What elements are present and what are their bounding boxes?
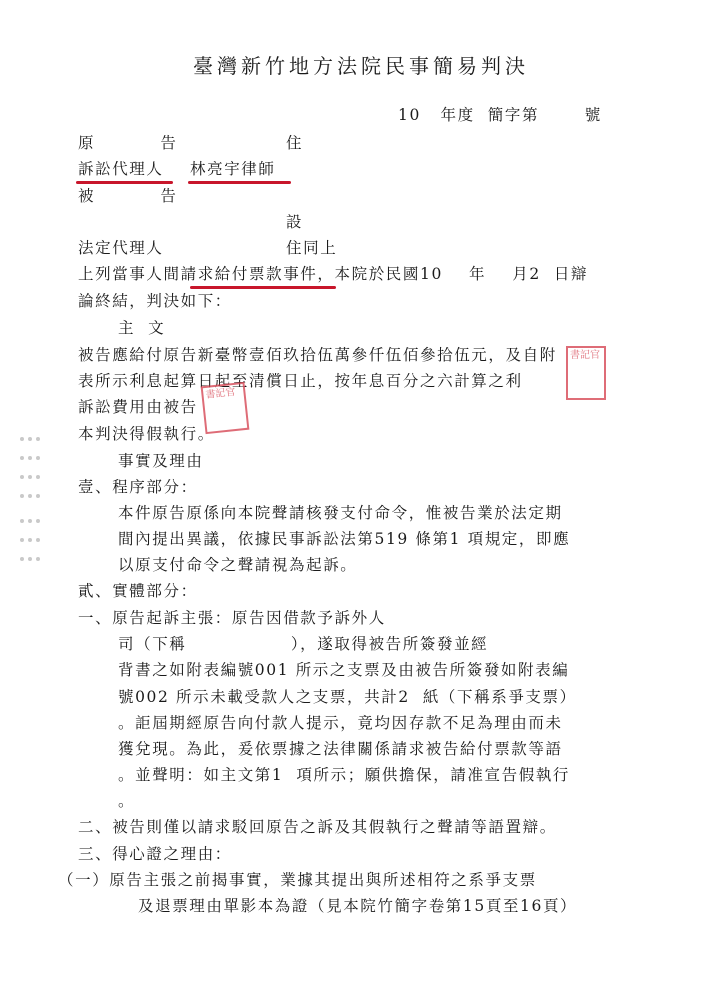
- plaintiff-label: 原 告: [78, 134, 178, 152]
- underline-attorney-label: [76, 181, 173, 184]
- body-line-17: 以原支付命令之聲請視為起訴。: [118, 556, 358, 574]
- body-line-22: 號002 所示未載受款人之支票，共計2 紙（下稱系爭支票）: [118, 688, 577, 706]
- body-line-9: 被告應給付原告新臺幣壹佰玖拾伍萬參仟伍佰參拾伍元，及自附: [78, 346, 557, 364]
- binding-holes-top: [18, 428, 46, 504]
- body-line-6: 上列當事人間請求給付票款事件，本院於民國10 年 月2 日辯: [78, 265, 589, 283]
- underline-attorney-name: [188, 181, 291, 184]
- body-line-15: 本件原告原係向本院聲請核發支付命令，惟被告業於法定期: [118, 504, 563, 522]
- section-2-heading: 貳、實體部分：: [78, 582, 198, 600]
- body-line-25: 。並聲明：如主文第1 項所示；願供擔保，請准宣告假執行: [118, 766, 571, 784]
- body-line-7: 論終結，判決如下：: [78, 292, 232, 310]
- body-line-30: 及退票理由單影本為證（見本院竹簡字卷第15頁至16頁）: [138, 897, 578, 915]
- clerk-seal-left-text: 書記官: [205, 386, 236, 401]
- clerk-seal-left: [201, 382, 250, 434]
- binding-holes-bottom: [18, 510, 46, 567]
- clerk-seal-right: [566, 346, 606, 400]
- body-line-10: 表所示利息起算日起至清償日止，按年息百分之六計算之利: [78, 372, 523, 390]
- plaintiff-address: 住: [286, 134, 304, 152]
- case-number: 10 年度 簡字第 號: [398, 106, 602, 124]
- clerk-seal-right-text: 書記官: [570, 350, 600, 361]
- body-line-27: 二、被告則僅以請求駁回原告之訴及其假執行之聲請等語置辯。: [78, 818, 557, 836]
- heading-main-text: 主 文: [118, 319, 166, 337]
- defendant-label: 被 告: [78, 187, 178, 205]
- attorney-name: 林亮宇律師: [190, 160, 276, 178]
- body-line-26: 。: [118, 792, 136, 810]
- body-line-23: 。詎屆期經原告向付款人提示，竟均因存款不足為理由而未: [118, 714, 563, 732]
- attorney-label: 訴訟代理人: [78, 160, 164, 178]
- body-line-16: 間內提出異議，依據民事訴訟法第519 條第1 項規定，即應: [118, 530, 571, 548]
- legal-representative-label: 法定代理人: [78, 239, 164, 257]
- body-line-12: 本判決得假執行。: [78, 425, 215, 443]
- body-line-24: 獲兌現。為此，爰依票據之法律關係請求被告給付票款等語: [118, 740, 563, 758]
- defendant-address: 設: [286, 213, 304, 231]
- body-line-29: （一）原告主張之前揭事實，業據其提出與所述相符之系爭支票: [58, 871, 537, 889]
- body-line-28: 三、得心證之理由：: [78, 845, 232, 863]
- legal-representative-address: 住同上: [286, 239, 338, 257]
- page-title: 臺灣新竹地方法院民事簡易判決: [193, 54, 529, 78]
- heading-facts-reasons: 事實及理由: [118, 452, 204, 470]
- body-line-21: 背書之如附表編號001 所示之支票及由被告所簽發如附表編: [118, 661, 570, 679]
- body-line-11: 訴訟費用由被告: [78, 398, 198, 416]
- section-1-heading: 壹、程序部分：: [78, 478, 198, 496]
- underline-case-type: [190, 286, 336, 289]
- body-line-19: 一、原告起訴主張：原告因借款予訴外人: [78, 609, 386, 627]
- body-line-20: 司（下稱 ），遂取得被告所簽發並經: [118, 635, 489, 653]
